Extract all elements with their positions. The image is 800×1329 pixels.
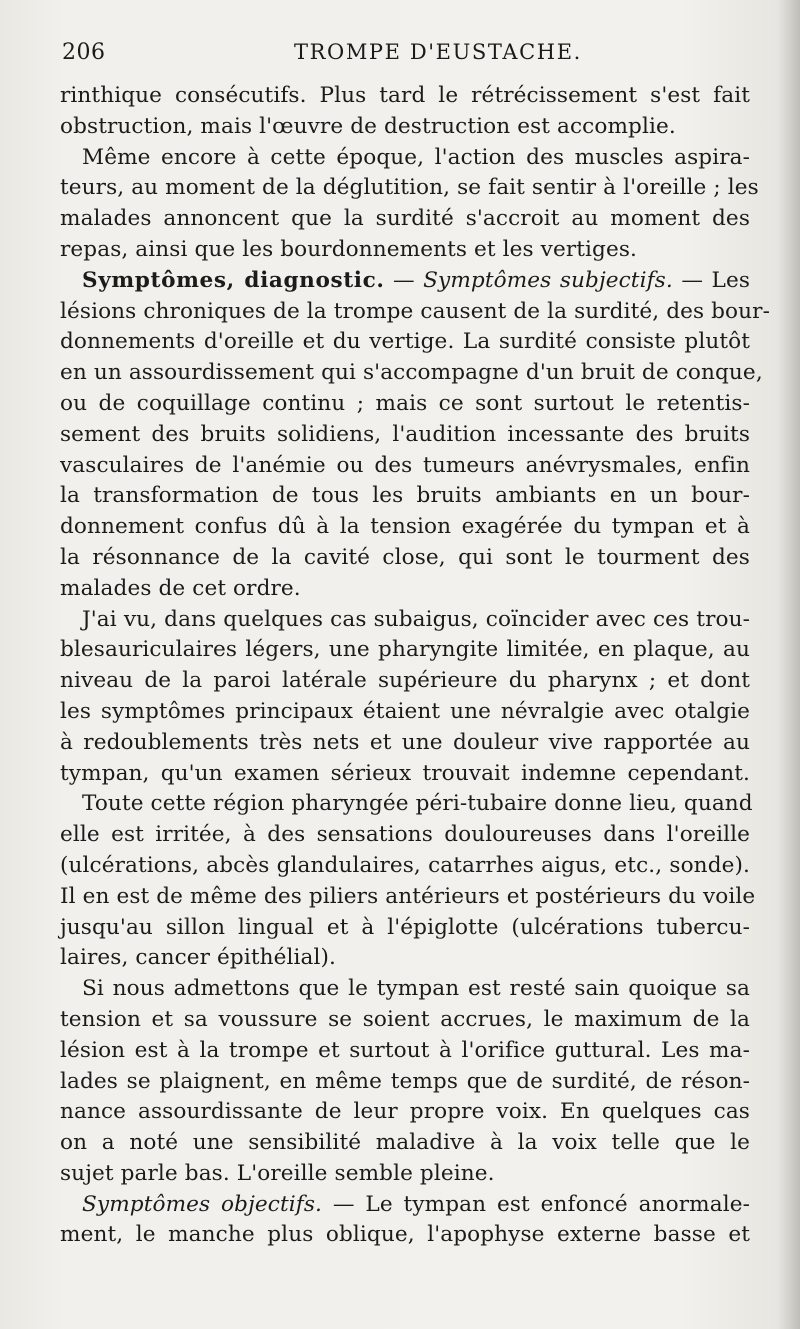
text-line: lésion est à la trompe et surtout à l'orifice guttural. Les ma- (60, 1037, 750, 1063)
text-line: rinthique consécutifs. Plus tard le rétrécissement s'est fait (60, 83, 750, 108)
text-line: lésions chroniques de la trompe causent de la surdité, des bour- (60, 298, 770, 324)
text-line: lades se plaignent, en même temps que de surdité, de réson- (60, 1068, 750, 1094)
text-line: donnement confus dû à la tension exagérée du tympan et à (60, 514, 750, 540)
text-line: les symptômes principaux étaient une névralgie avec otalgie (60, 698, 750, 724)
text-line: tension et sa voussure se soient accrues, le maximum de la (60, 1006, 750, 1032)
text-line: Même encore à cette époque, l'action des muscles aspira- (82, 144, 750, 170)
text-line: blesauriculaires légers, une pharyngite limitée, en plaque, au (60, 637, 750, 663)
text-line: Si nous admettons que le tympan est resté sain quoique sa (82, 976, 750, 1002)
page-gutter-shadow (778, 0, 800, 1329)
page-number: 206 (62, 40, 106, 65)
subheading-italic: Symptômes subjectifs. (423, 267, 673, 293)
text-line: Il en est de même des piliers antérieurs et postérieurs du voile (60, 883, 756, 909)
subheading-line: Symptômes objectifs. — Le tympan est enfoncé anormale- (82, 1191, 751, 1217)
text-line: laires, cancer épithélial). (60, 945, 336, 971)
text-line: ment, le manche plus oblique, l'apophyse externe basse et (60, 1222, 750, 1248)
text-line: teurs, au moment de la déglutition, se fait sentir à l'oreille ; les (60, 175, 759, 201)
text-line: donnements d'oreille et du vertige. La surdité consiste plutôt (60, 329, 750, 355)
body-text (60, 81, 770, 1251)
text-line: malades de cet ordre. (60, 575, 301, 601)
text-line: repas, ainsi que les bourdonnements et les vertiges. (60, 236, 637, 262)
text-line: nance assourdissante de leur propre voix. En quelques cas (60, 1099, 750, 1125)
text-line: ou de coquillage continu ; mais ce sont surtout le retentis- (60, 390, 750, 416)
text-line: tympan, qu'un examen sérieux trouvait indemne cependant. (60, 760, 750, 786)
text-line: Toute cette région pharyngée péri-tubaire donne lieu, quand (82, 791, 753, 817)
subheading-italic: Symptômes objectifs. (82, 1191, 322, 1217)
text-line: vasculaires de l'anémie ou des tumeurs anévrysmales, enfin (60, 452, 750, 478)
section-heading-line: Symptômes, diagnostic. — Symptômes subjectifs. — Les (82, 267, 751, 293)
running-head: TROMPE D'EUSTACHE. (294, 40, 582, 64)
text-line: la résonnance de la cavité close, qui sont le tourment des (60, 544, 750, 570)
text-line: sujet parle bas. L'oreille semble pleine. (60, 1160, 495, 1186)
section-heading-bold: Symptômes, diagnostic. (82, 267, 385, 293)
text-line: (ulcérations, abcès glandulaires, catarrhes aigus, etc., sonde). (60, 852, 750, 878)
page-header (62, 34, 750, 74)
text-line: elle est irritée, à des sensations douloureuses dans l'oreille (60, 822, 750, 848)
text-line: J'ai vu, dans quelques cas subaigus, coïncider avec ces trou- (82, 606, 750, 632)
text-line: niveau de la paroi latérale supérieure du pharynx ; et dont (60, 668, 750, 694)
text-line: en un assourdissement qui s'accompagne d'un bruit de conque, (60, 360, 763, 386)
text-line: malades annoncent que la surdité s'accroit au moment des (60, 206, 750, 232)
text-line: jusqu'au sillon lingual et à l'épiglotte (ulcérations tubercu- (60, 914, 750, 940)
text-line: sement des bruits solidiens, l'audition incessante des bruits (60, 421, 750, 447)
text-line: la transformation de tous les bruits ambiants en un bour- (60, 483, 750, 509)
text-line: on a noté une sensibilité maladive à la voix telle que le (60, 1130, 750, 1156)
text-line: obstruction, mais l'œuvre de destruction est accomplie. (60, 113, 676, 139)
text-line: à redoublements très nets et une douleur vive rapportée au (60, 729, 750, 755)
